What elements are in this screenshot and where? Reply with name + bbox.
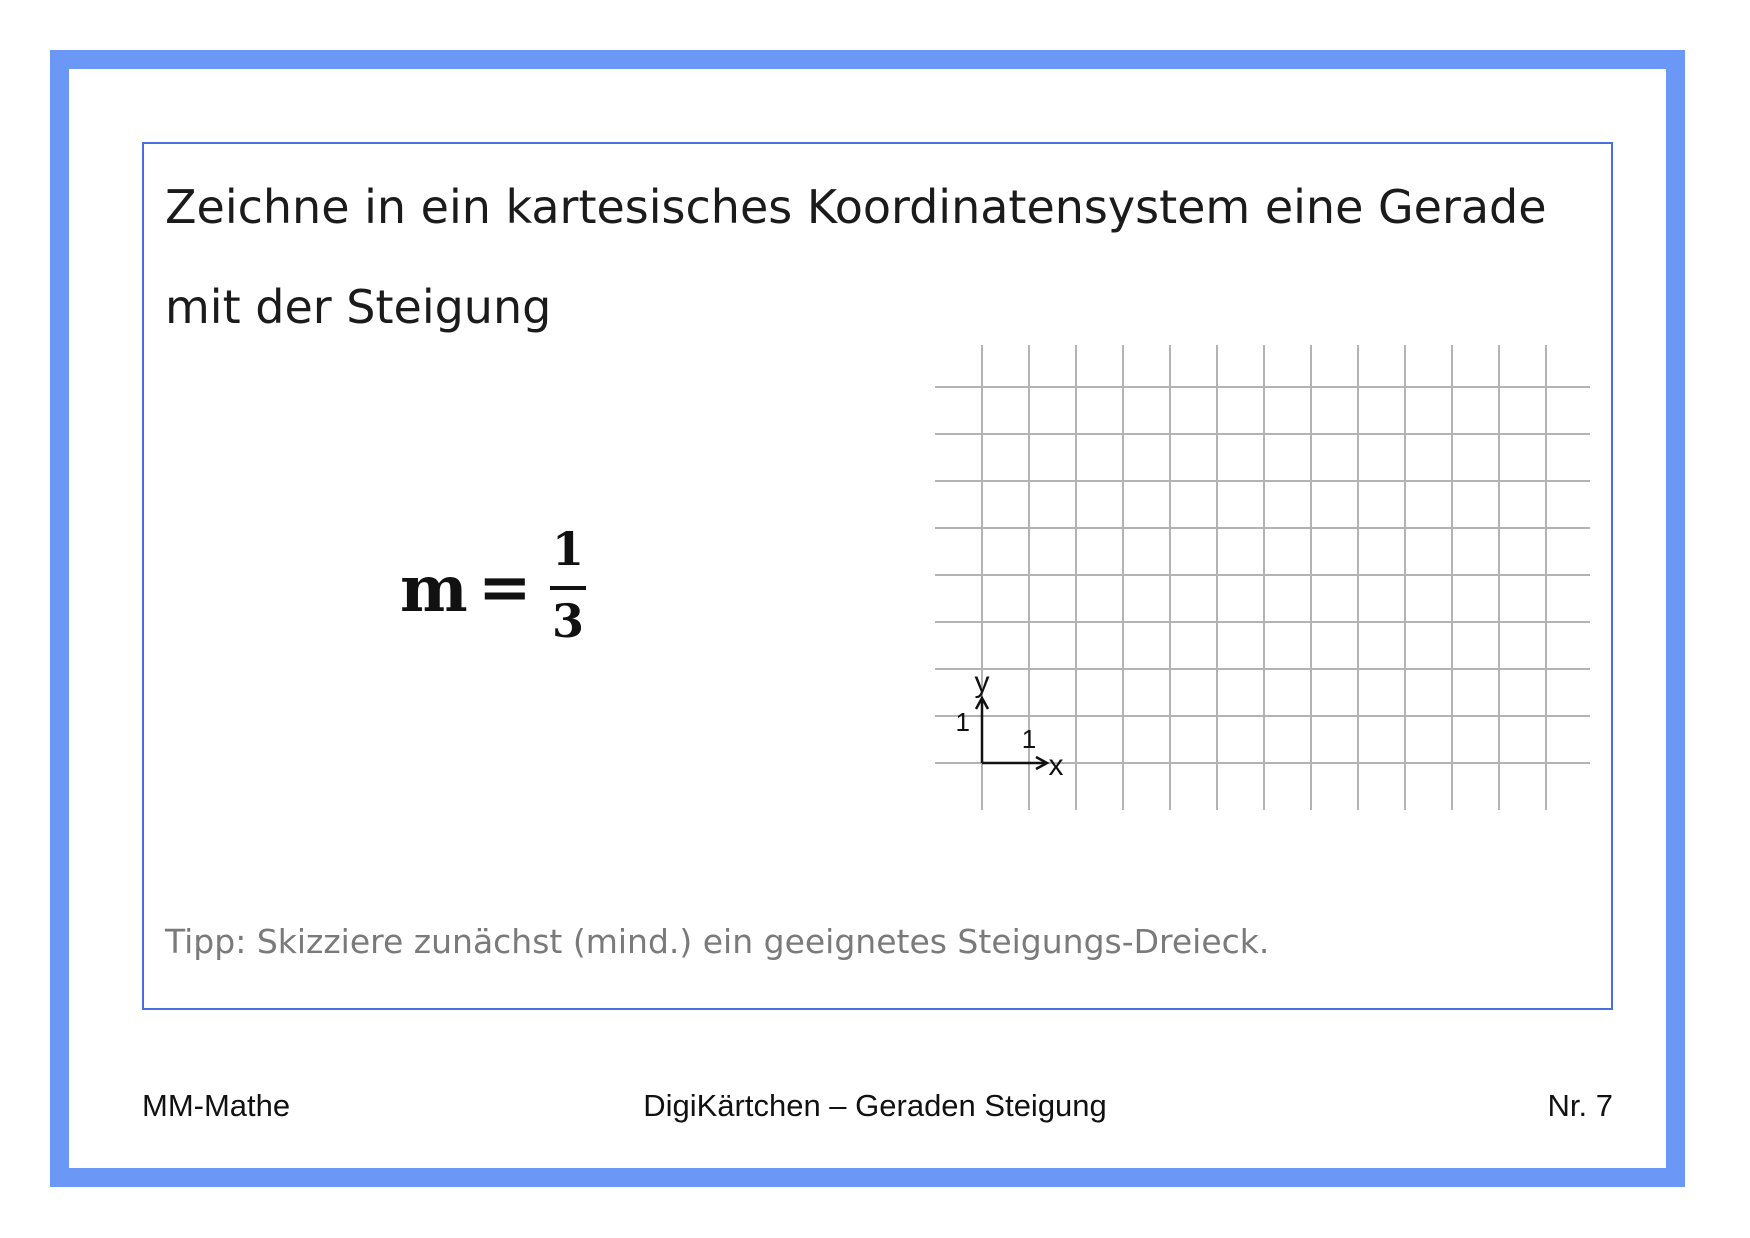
equals-sign: =: [478, 550, 532, 625]
slope-variable: m: [400, 552, 468, 627]
fraction-bar: [550, 586, 586, 590]
y-axis-label: y: [974, 666, 990, 699]
fraction-numerator: 1: [551, 522, 584, 576]
unit-axes: [956, 666, 1064, 782]
x-axis-label: x: [1048, 749, 1064, 782]
footer-title: DigiKärtchen – Geraden Steigung: [643, 1088, 1107, 1123]
fraction-denominator: 3: [551, 594, 584, 648]
footer-brand: MM-Mathe: [142, 1088, 291, 1123]
task-text-line-2: mit der Steigung: [165, 280, 552, 334]
tip-text: Tipp: Skizziere zunächst (mind.) ein geeignetes Steigungs-Dreieck.: [165, 922, 1270, 961]
slope-formula: [400, 522, 600, 662]
coordinate-grid: [930, 340, 1590, 810]
y-unit-label: 1: [955, 707, 970, 737]
task-text-line-1: Zeichne in ein kartesisches Koordinatensystem eine Gerade: [165, 180, 1547, 234]
x-unit-label: 1: [1021, 724, 1037, 754]
footer-card-number: Nr. 7: [1547, 1088, 1613, 1123]
